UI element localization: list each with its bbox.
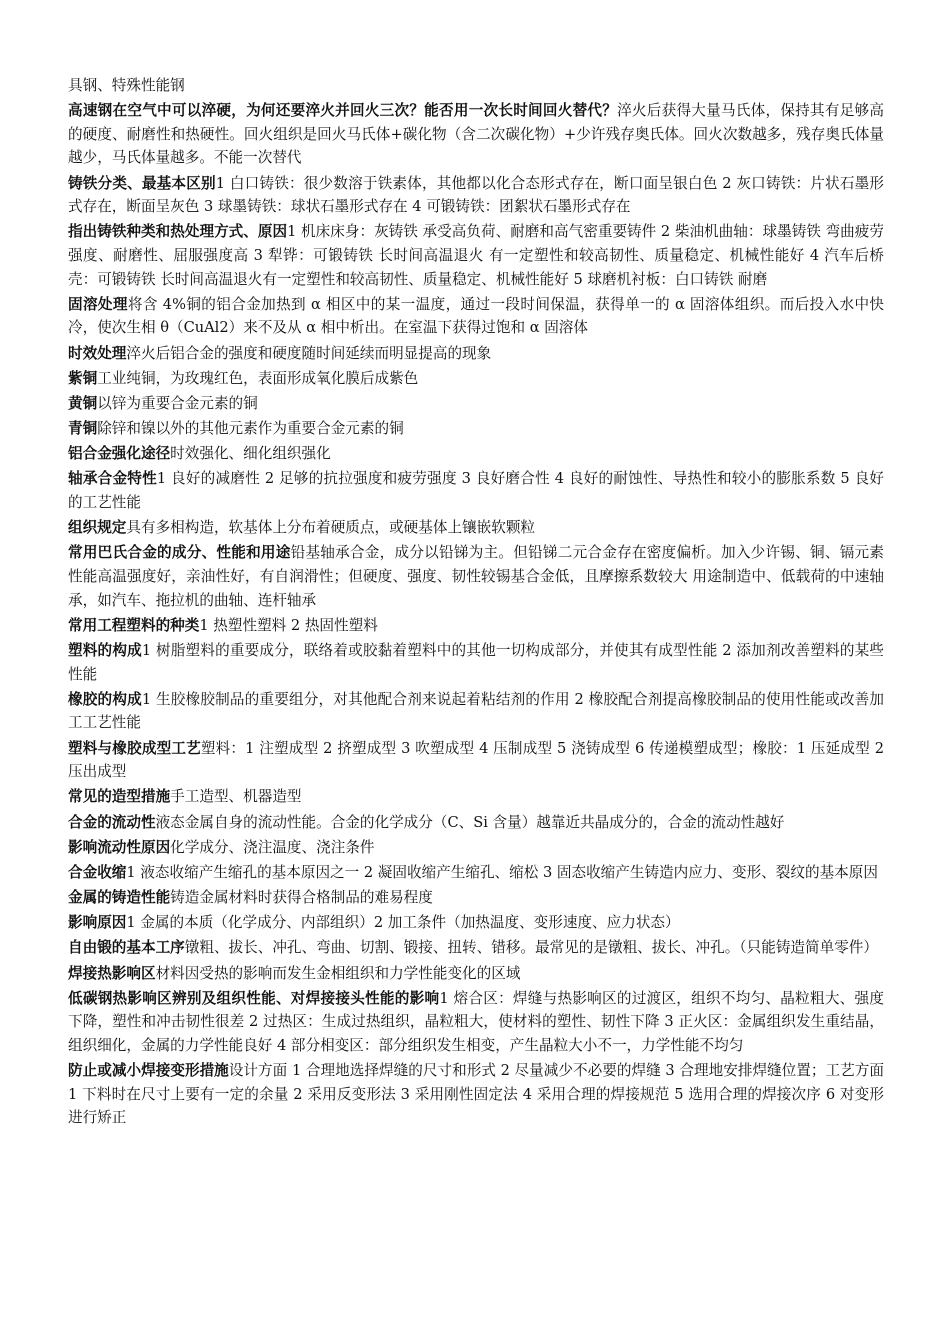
text-entry [68, 639, 884, 686]
entry-term: 固溶处理 [68, 295, 128, 313]
text-entry [68, 614, 884, 638]
text-entry [68, 836, 884, 860]
text-entry [68, 220, 884, 291]
text-entry [68, 342, 884, 366]
entry-term: 合金的流动性 [68, 813, 156, 831]
text-entry [68, 99, 884, 170]
entry-term: 常用巴氏合金的成分、性能和用途 [68, 544, 291, 562]
text-line [68, 74, 884, 98]
entry-body: 1 液态收缩产生缩孔的基本原因之一 2 凝固收缩产生缩孔、缩松 3 固态收缩产生铸造内应力、变形、裂纹的基本原因 [126, 863, 878, 881]
entry-body: 1 机床床身：灰铸铁 承受高负荷、耐磨和高气密重要铸件 2 柴油机曲轴：球墨铸铁 弯曲疲劳强度、耐磨性、屈服强度高 3 犁铧：可锻铸铁 长时间高温退火 有一定塑性和较高韧性、质量稳定、机械性能好 4 汽车后桥壳：可锻铸铁 长时间高温退火有一定塑性和较高韧性、质量稳定、机械性能好 5 球磨机衬板：白口铸铁 耐磨 [68, 223, 884, 288]
entry-body: 将含 4%铜的铝合金加热到 α 相区中的某一温度，通过一段时间保温，获得单一的 α 固溶体组织。而后投入水中快冷，使次生相 θ（CuAl2）来不及从 α 相中析出。在室温下获得过饱和 α 固溶体 [68, 295, 884, 337]
text-entry [68, 811, 884, 835]
entry-body: 淬火后获得大量马氏体，保持其有足够高的硬度、耐磨性和热硬性。回火组织是回火马氏体+碳化物（含二次碳化物）+少许残存奥氏体。回火次数越多，残存奥氏体量越少，马氏体量越多。不能一次替代 [68, 102, 884, 167]
entry-body: 镦粗、拔长、冲孔、弯曲、切割、锻接、扭转、错移。最常见的是镦粗、拔长、冲孔。（只能铸造简单零件） [184, 939, 878, 957]
text-entry [68, 367, 884, 391]
text-entry [68, 936, 884, 960]
entry-term: 影响流动性原因 [68, 838, 171, 856]
entry-body: 具有多相构造，软基体上分布着硬质点，或硬基体上镶嵌软颗粒 [126, 519, 536, 537]
entry-body: 1 树脂塑料的重要成分，联络着或胶黏着塑料中的其他一切构成部分，并使其有成型性能 2 添加剂改善塑料的某些性能 [68, 641, 884, 683]
entry-term: 青铜 [68, 420, 98, 438]
text-entry [68, 442, 884, 466]
text-entry [68, 861, 884, 885]
entry-body: 材料因受热的影响而发生金相组织和力学性能变化的区域 [155, 964, 521, 982]
entry-term: 常用工程塑料的种类 [68, 616, 200, 634]
text-entry [68, 293, 884, 340]
text-entry [68, 541, 884, 612]
entry-term: 橡胶的构成 [68, 690, 142, 708]
text-entry [68, 886, 884, 910]
entry-body: 1 金属的本质（化学成分、内部组织）2 加工条件（加热温度、变形速度、应力状态） [126, 914, 680, 932]
entry-term: 时效处理 [68, 344, 127, 362]
entry-body: 设计方面 1 合理地选择焊缝的尺寸和形式 2 尽量减少不必要的焊缝 3 合理地安排焊缝位置；工艺方面 1 下料时在尺寸上要有一定的余量 2 采用反变形法 3 采用刚性固定法 4 采用合理的焊接规范 5 选用合理的焊接次序 6 对变形进行矫正 [68, 1062, 884, 1127]
entry-body: 铅基轴承合金，成分以铅锑为主。但铅锑二元合金存在密度偏析。加入少许锡、铜、镉元素 性能高温强度好，亲油性好，有自润滑性；但硬度、强度、韧性较锡基合金低，且摩擦系数较大 用途制造中、低载荷的中速轴承，如汽车、拖拉机的曲轴、连杆轴承 [68, 544, 884, 609]
entry-term: 组织规定 [68, 519, 127, 537]
text-entry [68, 987, 884, 1058]
entry-term: 轴承合金特性 [68, 470, 157, 488]
entry-term: 指出铸铁种类和热处理方式、原因 [68, 223, 288, 241]
entry-term: 低碳钢热影响区辨别及组织性能、对焊接接头性能的影响 [68, 989, 440, 1007]
entry-term: 黄铜 [68, 394, 98, 412]
entry-term: 焊接热影响区 [68, 964, 156, 982]
entry-body: 液态金属自身的流动性能。合金的化学成分（C、Si 含量）越靠近共晶成分的，合金的流动性越好 [155, 813, 785, 831]
entry-body: 塑料：1 注塑成型 2 挤塑成型 3 吹塑成型 4 压制成型 5 浇铸成型 6 传递模塑成型；橡胶：1 压延成型 2 压出成型 [68, 739, 884, 781]
text-entry [68, 911, 884, 935]
text-entry [68, 392, 884, 416]
entry-term: 塑料与橡胶成型工艺 [68, 739, 201, 757]
entry-term: 合金收缩 [68, 863, 127, 881]
entry-term: 影响原因 [68, 914, 127, 932]
entry-term: 铝合金强化途径 [68, 445, 171, 463]
entry-term: 铸铁分类、最基本区别 [68, 174, 216, 192]
entry-body: 化学成分、浇注温度、浇注条件 [170, 838, 375, 856]
entry-body: 1 熔合区：焊缝与热影响区的过渡区，组织不均匀、晶粒粗大、强度下降，塑性和冲击韧性很差 2 过热区：生成过热组织，晶粒粗大，使材料的塑性、韧性下降 3 正火区：金属组织发生重结晶，组织细化，金属的力学性能良好 4 部分相变区：部分组织发生相变，产生晶粒大小不一，力学性能不均匀 [68, 989, 884, 1054]
entry-body: 1 良好的减磨性 2 足够的抗拉强度和疲劳强度 3 良好磨合性 4 良好的耐蚀性、导热性和较小的膨胀系数 5 良好的工艺性能 [68, 470, 884, 512]
entry-body: 以锌为重要合金元素的铜 [97, 394, 258, 412]
entry-term: 金属的铸造性能 [68, 889, 171, 907]
entry-body: 除锌和镍以外的其他元素作为重要合金元素的铜 [97, 420, 404, 438]
entry-body: 1 白口铸铁：很少数溶于铁素体，其他都以化合态形式存在，断口面呈银白色 2 灰口铸铁：片状石墨形式存在，断面呈灰色 3 球墨铸铁：球状石墨形式存在 4 可锻铸铁：团絮状石墨形式存在 [68, 174, 884, 216]
text-entry [68, 172, 884, 219]
text-entry [68, 417, 884, 441]
text-entry [68, 785, 884, 809]
entry-body: 淬火后铝合金的强度和硬度随时间延续而明显提高的现象 [126, 344, 492, 362]
entry-body: 1 热塑性塑料 2 热固性塑料 [199, 616, 378, 634]
entry-body: 具钢、特殊性能钢 [68, 77, 185, 94]
text-entry [68, 737, 884, 784]
entry-term: 常见的造型措施 [68, 788, 171, 806]
text-entry [68, 516, 884, 540]
entry-term: 防止或减小焊接变形措施 [68, 1062, 229, 1080]
entry-term: 紫铜 [68, 369, 98, 387]
entry-term: 塑料的构成 [68, 641, 142, 659]
entry-term: 自由锻的基本工序 [68, 939, 185, 957]
text-entry [68, 1059, 884, 1130]
document-page [68, 74, 884, 1132]
entry-body: 手工造型、机器造型 [170, 788, 302, 806]
entry-body: 工业纯铜，为玫瑰红色，表面形成氧化膜后成紫色 [97, 369, 419, 387]
text-entry [68, 688, 884, 735]
entry-term: 高速钢在空气中可以淬硬，为何还要淬火并回火三次？能否用一次长时间回火替代？ [68, 102, 618, 120]
entry-body: 1 生胶橡胶制品的重要组分，对其他配合剂来说起着粘结剂的作用 2 橡胶配合剂提高橡胶制品的使用性能或改善加工工艺性能 [68, 690, 884, 732]
entry-body: 铸造金属材料时获得合格制品的难易程度 [170, 889, 433, 907]
text-entry [68, 467, 884, 514]
entry-body: 时效强化、细化组织强化 [170, 445, 331, 463]
text-entry [68, 962, 884, 986]
